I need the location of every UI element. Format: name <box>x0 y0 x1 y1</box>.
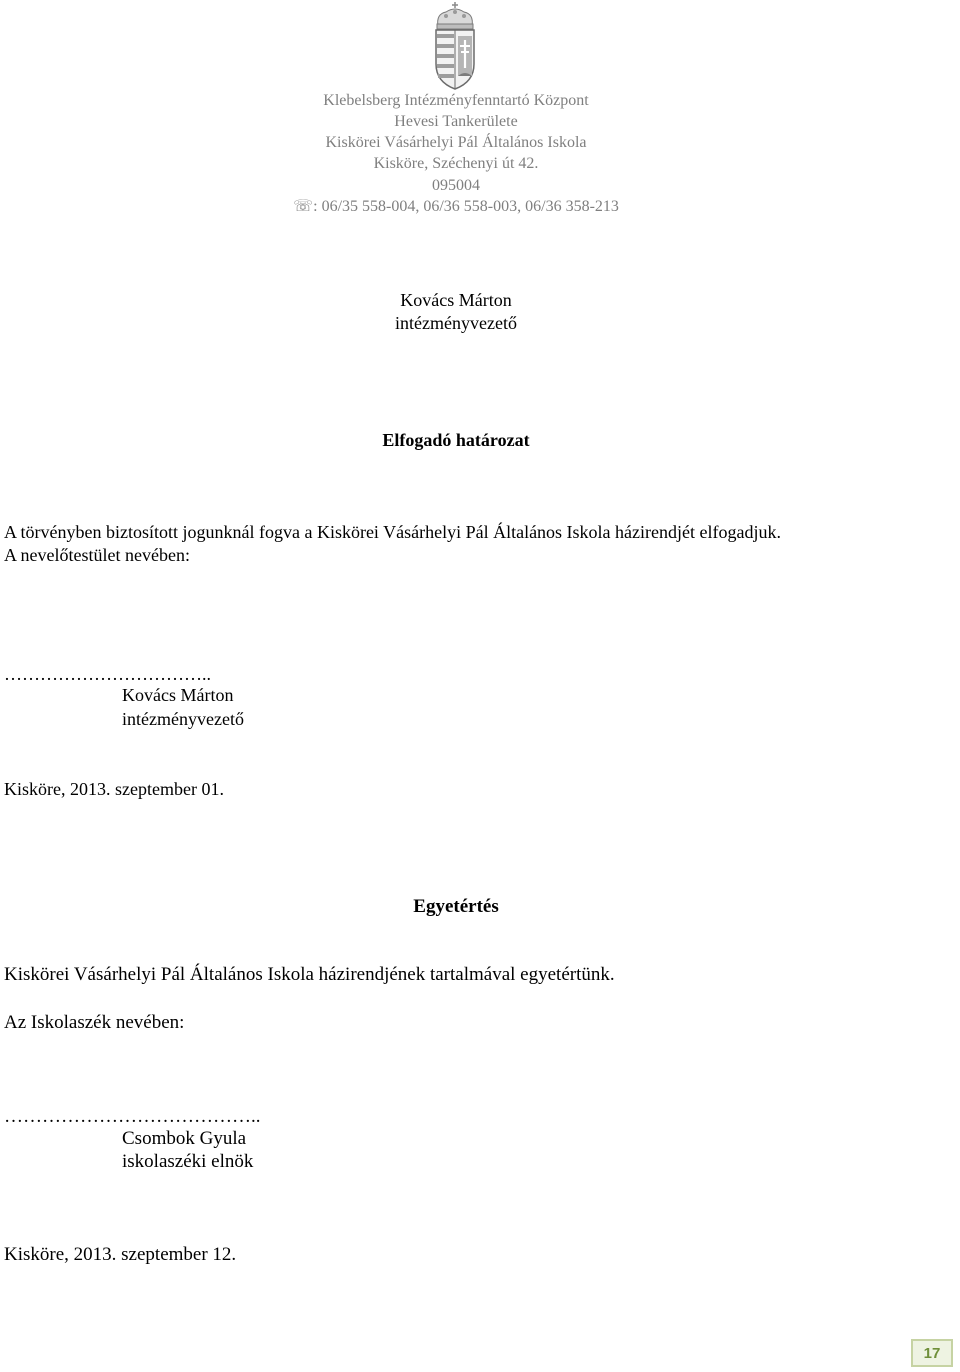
agreement-signer-name: Csombok Gyula <box>122 1128 247 1149</box>
header-om-id: 095004 <box>432 177 480 194</box>
resolution-body-line1: A törvényben biztosított jogunknál fogva a Kiskörei Vásárhelyi Pál Általános Iskola házirendjét elfogadjuk. <box>4 522 781 542</box>
page-number: 17 <box>923 1344 941 1362</box>
header-address: Kisköre, Széchenyi út 42. <box>373 155 539 172</box>
header-org-line2: Hevesi Tankerülete <box>394 113 518 130</box>
addressee-role: intézményvezető <box>395 313 517 333</box>
resolution-date: Kisköre, 2013. szeptember 01. <box>4 779 224 799</box>
agreement-date: Kisköre, 2013. szeptember 12. <box>4 1244 237 1265</box>
agreement-signer-role: iskolaszéki elnök <box>122 1151 254 1172</box>
page-number-badge <box>911 1339 953 1367</box>
signature-line: …………………………….. <box>4 664 211 684</box>
header-phone-numbers: : 06/35 558-004, 06/36 558-003, 06/36 358-213 <box>313 198 619 215</box>
resolution-signer-role: intézményvezető <box>122 709 244 729</box>
agreement-on-behalf: Az Iskolaszék nevében: <box>4 1012 185 1033</box>
header-school-name: Kiskörei Vásárhelyi Pál Általános Iskola <box>325 134 587 151</box>
phone-icon: ☏ <box>293 198 314 215</box>
signature-line: ………………………………….. <box>4 1106 261 1127</box>
addressee-name: Kovács Márton <box>400 290 512 310</box>
header-org-line1: Klebelsberg Intézményfenntartó Központ <box>323 92 589 109</box>
resolution-signer-name: Kovács Márton <box>122 685 234 705</box>
resolution-body-line2: A nevelőtestület nevében: <box>4 545 190 565</box>
header-phone <box>0 196 912 217</box>
resolution-title: Elfogadó határozat <box>382 430 530 450</box>
agreement-body: Kiskörei Vásárhelyi Pál Általános Iskola házirendjének tartalmával egyetértünk. <box>4 964 615 985</box>
agreement-title: Egyetértés <box>413 896 499 917</box>
coat-of-arms-crest <box>432 2 478 90</box>
